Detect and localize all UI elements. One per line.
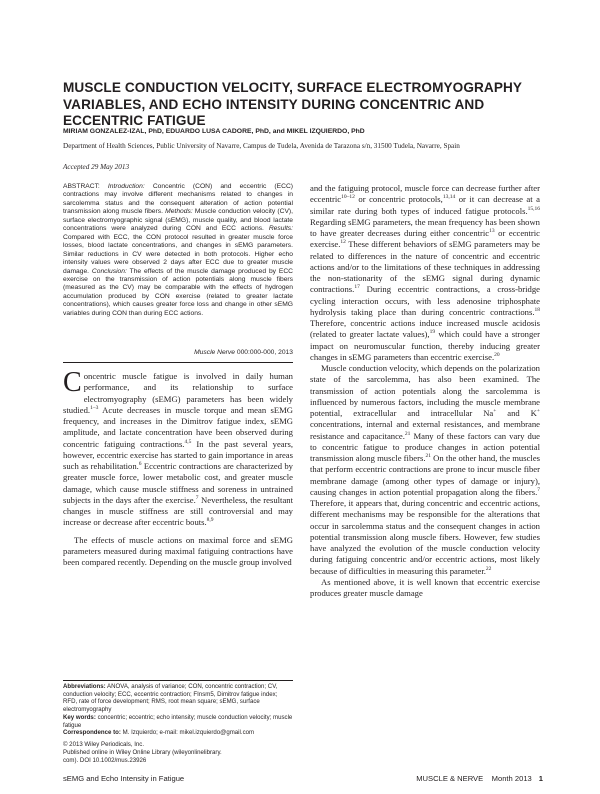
- citation-ref: 1–3: [90, 404, 99, 411]
- copyright-line: © 2013 Wiley Periodicals, Inc.: [63, 741, 145, 748]
- footnote-divider: [63, 680, 293, 681]
- citation-ref: 21: [404, 430, 411, 437]
- paragraph-text: which could have a stronger impact on neuromuscular function, thereby inducing greater changes in sEMG parameters than eccentric exercise.: [310, 329, 540, 362]
- body-column-left: [63, 367, 293, 568]
- paragraph-text: Regarding sEMG parameters, the mean frequency has been shown to have greater decreases during either concentric: [310, 216, 540, 238]
- page-number: 1: [538, 774, 543, 783]
- abstract-conclusion: The effects of the muscle damage produced by ECC exercise on the transmission of action potentials along muscle fibers (measured as the CV) may be comparable with the effects of hydrogen accumulation produced by CON exercise (related to greater lactate concentrations), which causes greater force loss and change in other sEMG variables during CON than during ECC actions.: [63, 267, 293, 317]
- citation-ref: 21: [425, 453, 431, 460]
- citation-rest: 000:000-000, 2013: [236, 349, 293, 356]
- ion-charge: +: [536, 408, 540, 415]
- keywords-label: Key words:: [63, 713, 96, 721]
- paragraph-text: Therefore, it appears that, during concentric and eccentric actions, different mechanisms may be responsible for the alterations that occur in sarcolemma status and the consequent changes in action potential transmission along muscle fibers. However, few studies have analyzed the evolution of the muscle conduction velocity during fatiguing concentric and/or eccentric actions, most likely because of difficulties in measuring this parameter.: [310, 498, 540, 576]
- citation-ref: 20: [494, 351, 500, 358]
- running-footer-title: sEMG and Echo Intensity in Fatigue: [63, 774, 185, 783]
- keywords-text: concentric; eccentric; echo intensity; muscle conduction velocity; muscle fatigue: [63, 713, 293, 729]
- abstract-divider: [63, 362, 293, 363]
- paragraph-text: Nevertheless, the resultant changes in muscle stiffness are still controversial and may increase or decrease after eccentric bouts.: [63, 494, 293, 528]
- paragraph-text: or concentric protocols,: [354, 194, 443, 205]
- paragraph-text: These different behaviors of sEMG parameters may be related to differences in the nature of concentric and eccentric actions and/or to the limitations of these techniques in addressing the non-stationarity of the sEMG signal during dynamic contractions.: [310, 239, 540, 295]
- paragraph-text: or it can decrease at a similar rate during both types of induced fatigue protocols.: [310, 194, 541, 216]
- paragraph-text: In the past several years, however, eccentric exercise has started to gain importance in areas such as rehabilitation.: [63, 438, 293, 471]
- citation-ref: 22: [485, 565, 492, 572]
- correspondence: [63, 729, 293, 737]
- abstract-intro-label: Introduction:: [107, 183, 145, 190]
- copyright-block: [63, 741, 293, 764]
- abstract: [63, 183, 293, 318]
- article-title: MUSCLE CONDUCTION VELOCITY, SURFACE ELECTROMYOGRAPHY VARIABLES, AND ECHO INTENSITY DURING CONCENTRIC AND ECCENTRIC FATIGUE: [63, 80, 522, 128]
- body-column-right: [310, 183, 540, 599]
- paragraph-text: concentrations, internal and external resistances, and membrane resistance and capacitance.: [310, 419, 540, 441]
- abbreviations-text: ANOVA, analysis of variance; CON, concentric contraction; CV, conduction velocity; ECC, eccentric contraction; FInsm5, Dimitrov fatigue index; RFD, rate of force development; RMS, root mean square; sEMG, surface electromyography: [63, 683, 278, 714]
- keywords: [63, 714, 293, 729]
- abstract-methods: Muscle conduction velocity (CV), surface electromyographic signal (sEMG), muscle quality, and blood lactate concentrations were analyzed during CON and ECC actions.: [63, 208, 293, 233]
- paragraph-text: Therefore, concentric actions induce increased muscle acidosis (related to greater lactate values),: [310, 318, 540, 340]
- body-paragraph: [310, 183, 540, 363]
- citation-ref: 10–12: [341, 194, 355, 201]
- citation-ref: 19: [429, 329, 436, 336]
- citation-ref: 13,14: [442, 194, 456, 201]
- footnotes: [63, 683, 293, 737]
- affiliation: Department of Health Sciences, Public University of Navarre, Campus de Tudela, Avenida de Tarazona s/n, 31500 Tudela, Navarre, Spain: [63, 142, 460, 150]
- abstract-results-label: Results:: [268, 225, 294, 233]
- paragraph-text: Many of these factors can vary due to concentric fatigue to produce changes in action potential transmission along muscle fibers.: [310, 430, 540, 463]
- correspondence-label: Correspondence to:: [63, 729, 121, 737]
- citation-ref: 6: [138, 461, 142, 468]
- ion-charge: +: [493, 408, 497, 415]
- abbreviations: [63, 683, 293, 714]
- citation-ref: 7: [195, 494, 199, 501]
- abstract-methods-label: Methods:: [165, 208, 193, 216]
- abstract-conclusion-label: Conclusion:: [91, 267, 127, 275]
- doi-line: com). DOI 10.1002/mus.23926: [63, 756, 147, 764]
- paragraph-text: On the other hand, the muscles that perform eccentric contractions are prone to incur muscle fiber membrane damage (among other types of damage or injury), causing changes in action potential propagation along the fibers.: [310, 453, 540, 497]
- body-paragraph: [310, 363, 540, 577]
- abbreviations-label: Abbreviations:: [63, 683, 106, 690]
- paragraph-text: During eccentric contractions, a cross-bridge cycling interaction occurs, with less adenosine triphosphate hydrolysis taking place than during concentric contractions.: [310, 284, 540, 317]
- body-paragraph: As mentioned above, it is well known that eccentric exercise produces greater muscle damage: [310, 576, 540, 598]
- citation-ref: 17: [354, 284, 360, 291]
- body-paragraph: The effects of muscle actions on maximal force and sEMG parameters measured during maximal fatiguing contractions have been compared recently. Depending on the muscle group involved: [63, 534, 293, 567]
- paragraph-text: Eccentric contractions are characterized by greater muscle force, lower metabolic cost, and greater muscle damage, which cause muscle stiffness and soreness in untrained subjects in the days after the exercise.: [63, 461, 293, 505]
- running-footer-journal: [330, 774, 543, 783]
- abstract-citation: [63, 349, 293, 356]
- footer-issue-date: Month 2013: [491, 774, 532, 783]
- paragraph-text: oncentric muscle fatigue is involved in daily human performance, and its relationship to surface electromyography (sEMG) parameters has been widely studied.: [63, 371, 293, 415]
- citation-journal: Muscle Nerve: [194, 349, 235, 356]
- correspondence-text: M. Izquierdo; e-mail: mikel.izquierdo@gmail.com: [122, 729, 255, 737]
- publication-line: Published online in Wiley Online Library (wileyonlinelibrary.: [63, 748, 222, 756]
- accepted-date: Accepted 29 May 2013: [63, 163, 130, 171]
- paragraph-text: Acute decreases in muscle torque and mean sEMG frequency, and increases in the Dimitrov fatigue index, sEMG amplitude, and lactate concentration have been observed during concentric fatiguing contractions.: [63, 404, 293, 449]
- author-list: MIRIAM GONZALEZ-IZAL, PhD, EDUARDO LUSA CADORE, PhD, and MIKEL IZQUIERDO, PhD: [63, 128, 365, 135]
- citation-ref: 12: [340, 239, 346, 246]
- paragraph-text: or eccentric exercise.: [310, 228, 540, 250]
- body-paragraph: [63, 367, 293, 529]
- drop-cap: C: [63, 367, 82, 398]
- abstract-label: ABSTRACT:: [63, 183, 100, 190]
- citation-ref: 4,5: [184, 438, 192, 445]
- footer-journal-name: MUSCLE & NERVE: [416, 774, 484, 783]
- citation-ref: 18: [534, 306, 540, 313]
- paragraph-text: and K: [496, 408, 537, 418]
- citation-ref: 15,16: [527, 205, 540, 212]
- citation-ref: 13: [489, 228, 495, 235]
- citation-ref: 8,9: [206, 517, 214, 524]
- abstract-intro: Concentric (CON) and eccentric (ECC) contractions may involve different mechanisms related to changes in sarcolemma status and the consequent alteration of action potential transmission along muscle fibers.: [63, 183, 294, 216]
- paragraph-text: and the fatiguing protocol, muscle force can decrease further after eccentric: [310, 183, 540, 205]
- paragraph-text: Muscle conduction velocity, which depends on the polarization state of the sarcolemma, has also been examined. The transmission of action potentials along the sarcolemma is influenced by numerous factors, including the muscle membrane potential, extracellular and intracellular Na: [310, 363, 540, 418]
- abstract-results: Compared with ECC, the CON protocol resulted in greater muscle force losses, blood lactate concentrations, and changes in sEMG parameters. Similar reductions in CV were detected in both protocols. Higher echo intensity values were observed 2 days after ECC due to greater muscle damage.: [63, 233, 293, 275]
- citation-ref: 7: [537, 486, 540, 493]
